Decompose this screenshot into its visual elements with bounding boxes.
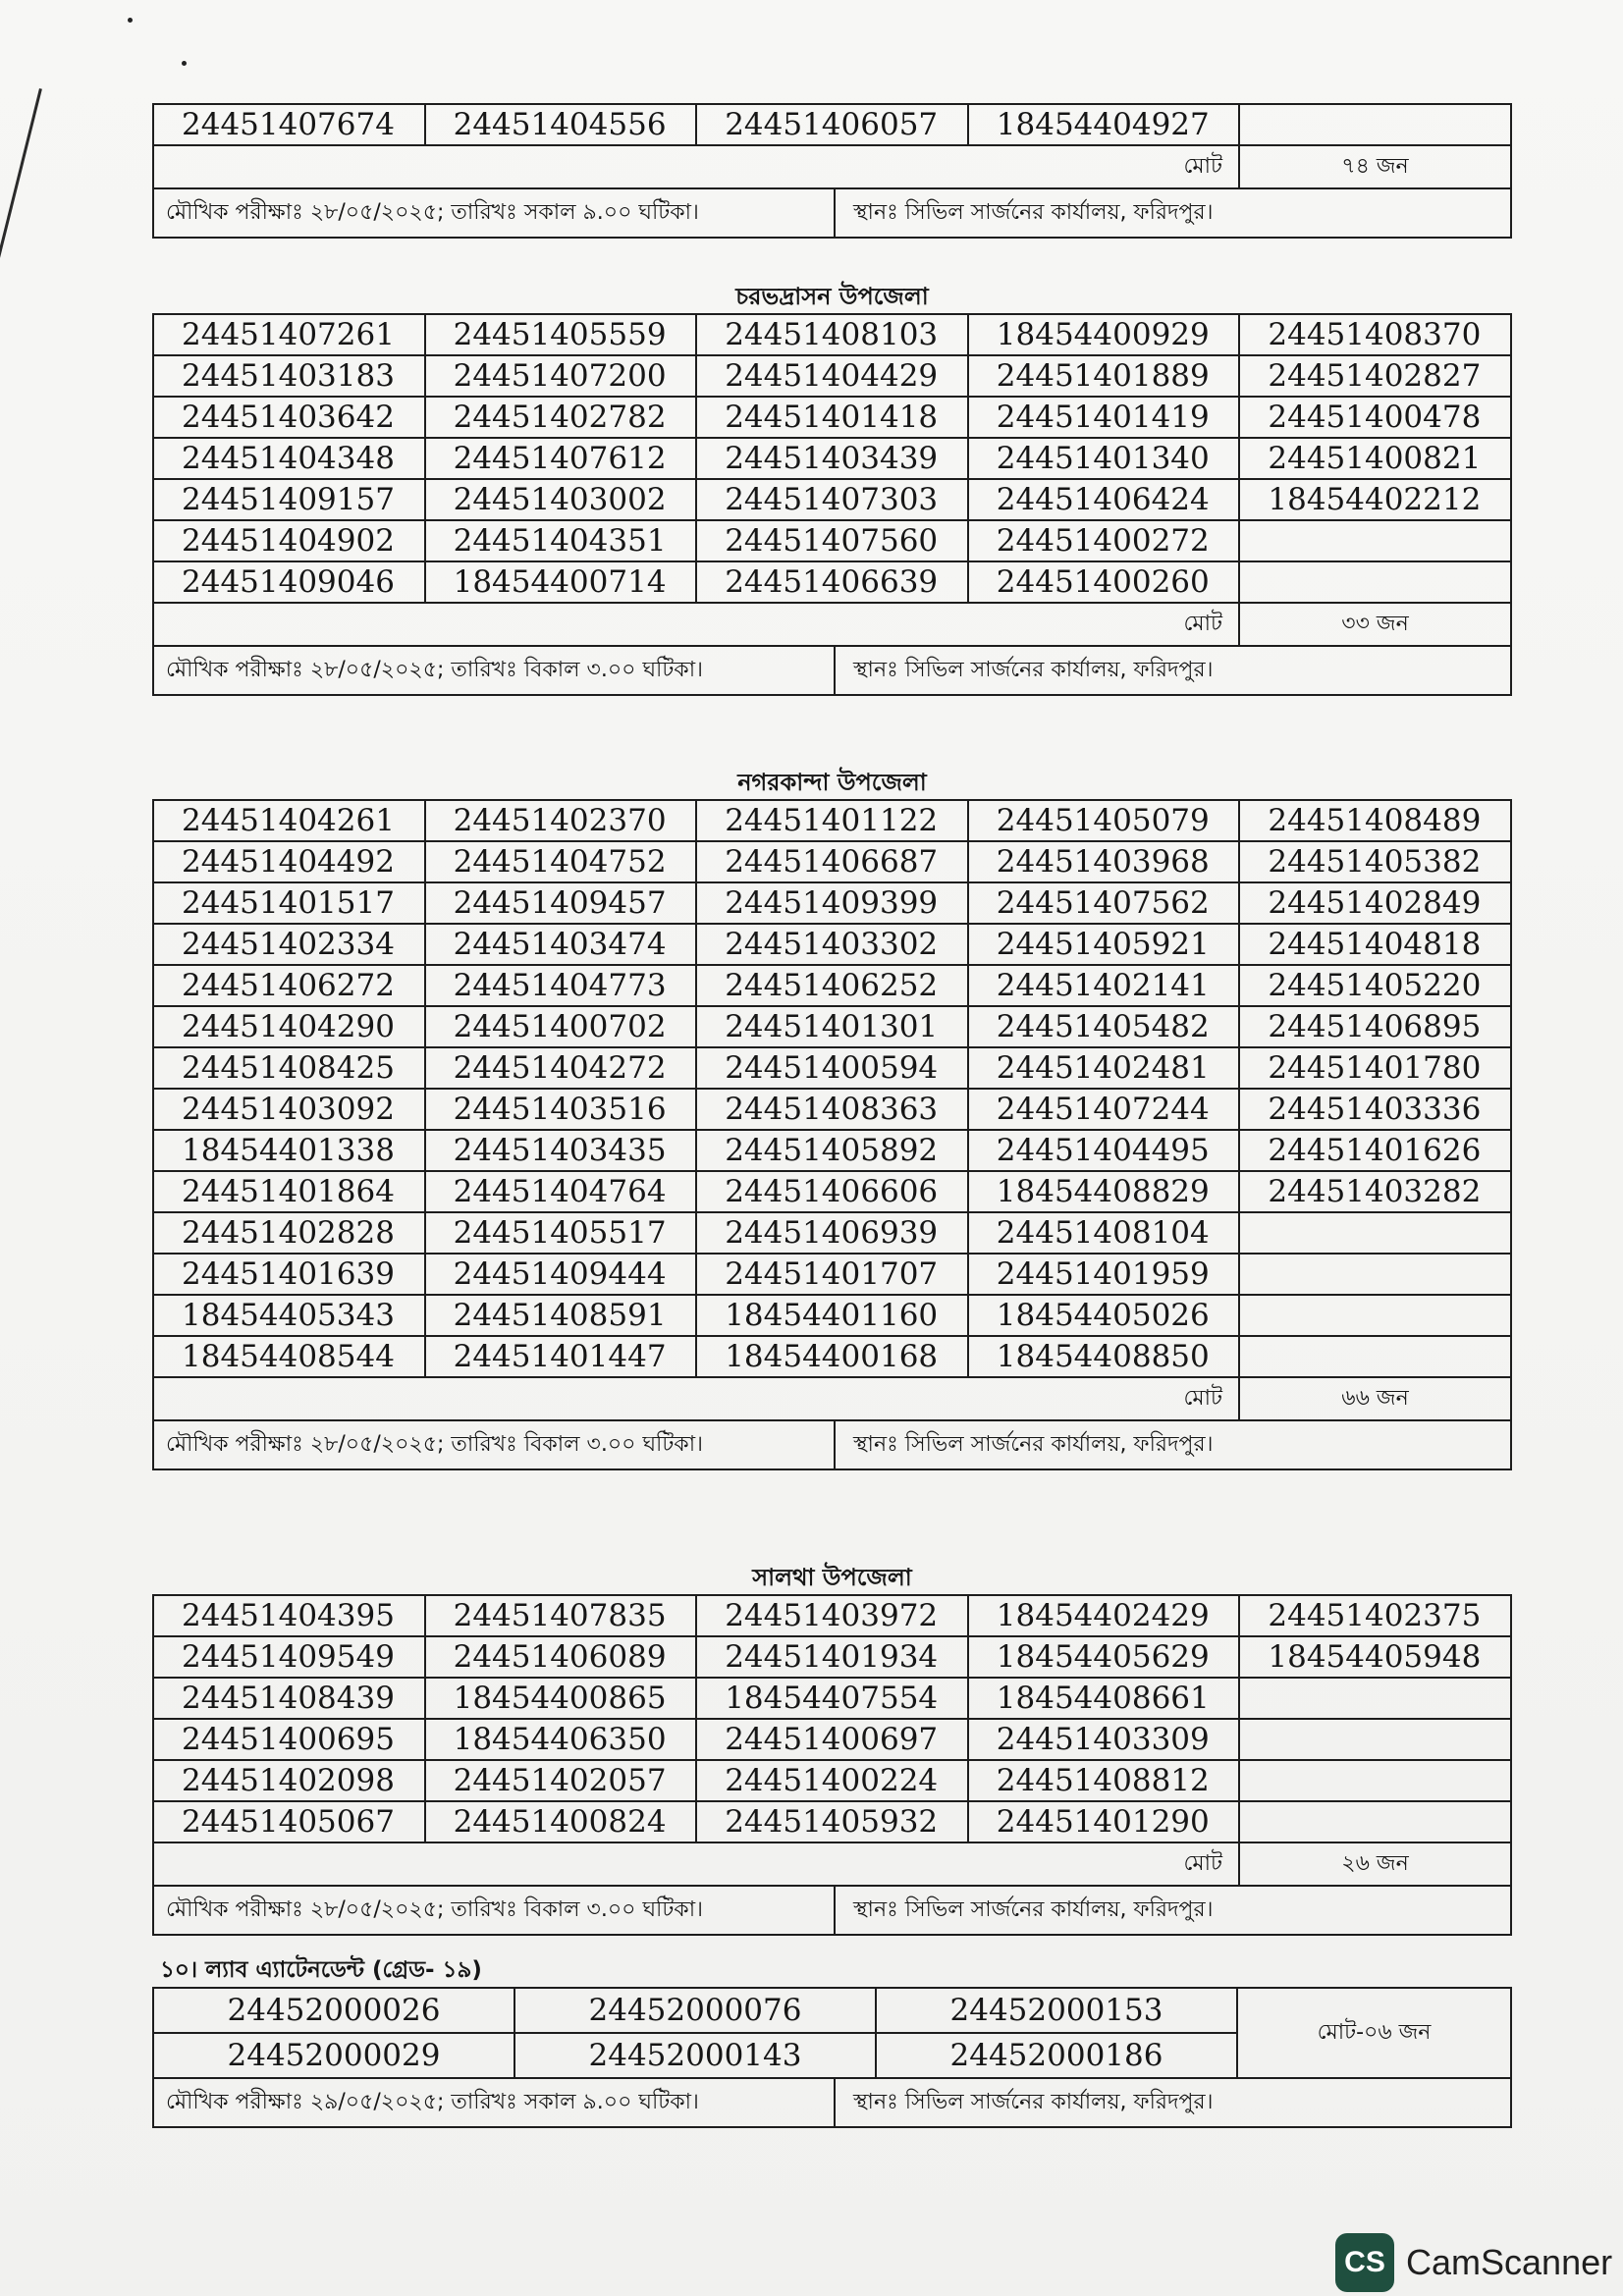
roll-cell: 24451401418 (696, 397, 968, 438)
roll-cell: 18454400929 (968, 314, 1240, 355)
table-row (153, 924, 1511, 965)
roll-cell: 24451404261 (153, 800, 425, 841)
roll-cell: 24451407303 (696, 479, 968, 520)
roll-cell: 18454405343 (153, 1295, 425, 1336)
table-row (153, 314, 1511, 355)
roll-cell: 24452000026 (153, 1988, 514, 2033)
section-heading: সালথা উপজেলা (752, 1564, 912, 1591)
roll-cell: 24451405932 (696, 1801, 968, 1842)
exam-date: মৌখিক পরীক্ষাঃ ২৮/০৫/২০২৫; তারিখঃ বিকাল ৩.০০ ঘটিকা। (154, 647, 836, 694)
table-row (153, 1801, 1511, 1842)
total-label: মোট (1183, 1386, 1222, 1411)
roll-cell: 24451400260 (968, 561, 1240, 603)
roll-cell: 24451405079 (968, 800, 1240, 841)
roll-cell: 24451408103 (696, 314, 968, 355)
section-heading: চরভদ্রাসন উপজেলা (735, 283, 929, 310)
roll-cell: 24451403183 (153, 355, 425, 397)
roll-cell: 18454401160 (696, 1295, 968, 1336)
roll-cell: 24451403642 (153, 397, 425, 438)
total-row (152, 604, 1512, 647)
roll-cell: 18454404927 (968, 104, 1240, 145)
exam-info-row (152, 189, 1512, 239)
roll-cell: 24451401517 (153, 882, 425, 924)
roll-cell: 24451404764 (425, 1171, 697, 1212)
roll-cell: 24451405517 (425, 1212, 697, 1254)
roll-cell (1239, 1719, 1511, 1760)
table-row (153, 1171, 1511, 1212)
roll-cell: 24452000153 (876, 1988, 1237, 2033)
exam-date: মৌখিক পরীক্ষাঃ ২৮/০৫/২০২৫; তারিখঃ সকাল ৯.০০ ঘটিকা। (154, 189, 836, 237)
roll-cell: 24451403002 (425, 479, 697, 520)
roll-cell: 24451401340 (968, 438, 1240, 479)
exam-venue: স্থানঃ সিভিল সার্জনের কার্যালয়, ফরিদপুর। (853, 1432, 1214, 1457)
total-value: ২৬ জন (1238, 1843, 1510, 1885)
roll-cell: 24451404752 (425, 841, 697, 882)
roll-cell: 24451400702 (425, 1006, 697, 1047)
roll-cell: 18454405629 (968, 1636, 1240, 1678)
exam-date: মৌখিক পরীক্ষাঃ ২৮/০৫/২০২৫; তারিখঃ বিকাল ৩.০০ ঘটিকা। (154, 1421, 836, 1468)
roll-cell: 24451402370 (425, 800, 697, 841)
exam-venue: স্থানঃ সিভিল সার্জনের কার্যালয়, ফরিদপুর। (853, 2090, 1214, 2114)
total-row (152, 146, 1512, 189)
roll-cell: 18454400168 (696, 1336, 968, 1377)
roll-cell: 24451401934 (696, 1636, 968, 1678)
roll-cell: 24451405382 (1239, 841, 1511, 882)
roll-cell: 24451406639 (696, 561, 968, 603)
roll-cell (1239, 104, 1511, 145)
roll-cell: 24451403972 (696, 1595, 968, 1636)
scan-speck (182, 61, 187, 66)
roll-cell: 24451407612 (425, 438, 697, 479)
roll-cell: 24451409046 (153, 561, 425, 603)
roll-cell: 24451408363 (696, 1089, 968, 1130)
roll-cell: 24451407562 (968, 882, 1240, 924)
total-value: ৩৩ জন (1238, 604, 1510, 645)
exam-date: মৌখিক পরীক্ষাঃ ২৯/০৫/২০২৫; তারিখঃ সকাল ৯.০০ ঘটিকা। (154, 2079, 836, 2126)
roll-cell: 24451404348 (153, 438, 425, 479)
roll-cell: 24451402782 (425, 397, 697, 438)
total-row (152, 1378, 1512, 1421)
roll-cell: 24451402141 (968, 965, 1240, 1006)
roll-cell: 24451402375 (1239, 1595, 1511, 1636)
roll-cell: 24451401889 (968, 355, 1240, 397)
roll-cell: 24451404818 (1239, 924, 1511, 965)
roll-cell: 24451402849 (1239, 882, 1511, 924)
exam-info-row (152, 1887, 1512, 1936)
roll-cell: 18454400865 (425, 1678, 697, 1719)
total-value: ৬৬ জন (1238, 1378, 1510, 1419)
roll-cell: 24451405220 (1239, 965, 1511, 1006)
roll-cell: 24451403435 (425, 1130, 697, 1171)
roll-cell: 24451403474 (425, 924, 697, 965)
roll-cell: 24451401301 (696, 1006, 968, 1047)
roll-cell: 24452000029 (153, 2033, 514, 2078)
roll-cell: 24451407244 (968, 1089, 1240, 1130)
roll-cell: 24451409549 (153, 1636, 425, 1678)
roll-cell: 18454408850 (968, 1336, 1240, 1377)
roll-cell: 24451409444 (425, 1254, 697, 1295)
camscanner-brand: CamScanner (1406, 2242, 1613, 2282)
roll-cell (1239, 1254, 1511, 1295)
roll-cell: 24451409457 (425, 882, 697, 924)
table-row (153, 841, 1511, 882)
roll-cell: 24451406895 (1239, 1006, 1511, 1047)
exam-date: মৌখিক পরীক্ষাঃ ২৮/০৫/২০২৫; তারিখঃ বিকাল ৩.০০ ঘটিকা। (154, 1887, 836, 1934)
roll-cell: 24452000186 (876, 2033, 1237, 2078)
roll-cell: 24451404395 (153, 1595, 425, 1636)
lab-roll-table (152, 1987, 1512, 2079)
roll-cell: 18454405026 (968, 1295, 1240, 1336)
table-row (153, 965, 1511, 1006)
table-row (153, 800, 1511, 841)
roll-cell: 18454408829 (968, 1171, 1240, 1212)
table-row (153, 1988, 1511, 2033)
scan-edge-line (0, 88, 42, 289)
roll-cell: 24451408425 (153, 1047, 425, 1089)
charbhadrasan-section (152, 280, 1512, 696)
roll-cell: 24451400695 (153, 1719, 425, 1760)
section-heading: নগরকান্দা উপজেলা (737, 769, 927, 796)
roll-cell (1239, 1801, 1511, 1842)
roll-cell: 24451403092 (153, 1089, 425, 1130)
table-row (153, 882, 1511, 924)
roll-cell (1239, 1760, 1511, 1801)
roll-cell: 24451408812 (968, 1760, 1240, 1801)
roll-cell: 24451400697 (696, 1719, 968, 1760)
exam-venue: স্থানঃ সিভিল সার্জনের কার্যালয়, ফরিদপুর। (853, 658, 1214, 682)
table-row (153, 104, 1511, 145)
roll-cell: 24451401864 (153, 1171, 425, 1212)
roll-cell: 24451403302 (696, 924, 968, 965)
table-row (153, 1760, 1511, 1801)
roll-cell: 24451407560 (696, 520, 968, 561)
roll-table (152, 1594, 1512, 1843)
roll-cell: 24451401959 (968, 1254, 1240, 1295)
roll-cell: 24451400821 (1239, 438, 1511, 479)
roll-cell: 24451400824 (425, 1801, 697, 1842)
total-row (152, 1843, 1512, 1887)
roll-cell: 24451402828 (153, 1212, 425, 1254)
table-row (153, 397, 1511, 438)
roll-cell: 24451404492 (153, 841, 425, 882)
roll-cell: 24451406057 (696, 104, 968, 145)
roll-cell: 24451402334 (153, 924, 425, 965)
roll-cell: 24451401419 (968, 397, 1240, 438)
roll-cell: 24451406424 (968, 479, 1240, 520)
table-row (153, 1719, 1511, 1760)
top-section (152, 103, 1512, 239)
roll-cell: 24451404351 (425, 520, 697, 561)
roll-cell: 24451401639 (153, 1254, 425, 1295)
roll-cell: 24451404429 (696, 355, 968, 397)
roll-cell (1239, 1212, 1511, 1254)
table-row (153, 1254, 1511, 1295)
roll-cell: 24451407200 (425, 355, 697, 397)
roll-cell (1239, 561, 1511, 603)
roll-cell: 18454408544 (153, 1336, 425, 1377)
roll-cell: 24451402057 (425, 1760, 697, 1801)
table-row (153, 561, 1511, 603)
roll-cell: 24451406252 (696, 965, 968, 1006)
roll-cell: 24451401122 (696, 800, 968, 841)
roll-cell: 18454402212 (1239, 479, 1511, 520)
roll-cell: 24451400478 (1239, 397, 1511, 438)
roll-cell: 24451402481 (968, 1047, 1240, 1089)
roll-cell: 24451407835 (425, 1595, 697, 1636)
roll-cell: 24451406272 (153, 965, 425, 1006)
table-row (153, 355, 1511, 397)
roll-cell: 24452000076 (514, 1988, 876, 2033)
lab-attendant-section (152, 1953, 1512, 2128)
roll-cell: 24451400224 (696, 1760, 968, 1801)
roll-cell: 24451402098 (153, 1760, 425, 1801)
roll-cell: 24451403282 (1239, 1171, 1511, 1212)
section-title: ১০। ল্যাব এ্যাটেনডেন্ট (গ্রেড- ১৯) (160, 1957, 482, 1983)
roll-cell: 24451401780 (1239, 1047, 1511, 1089)
roll-cell (1239, 1678, 1511, 1719)
table-row (153, 1212, 1511, 1254)
camscanner-watermark (1335, 2233, 1612, 2292)
saltha-section (152, 1561, 1512, 1936)
total-label: মোট (1183, 1851, 1222, 1876)
roll-cell: 24451406939 (696, 1212, 968, 1254)
table-row (153, 1130, 1511, 1171)
roll-cell: 24451408370 (1239, 314, 1511, 355)
table-row (153, 1678, 1511, 1719)
roll-cell: 24451408439 (153, 1678, 425, 1719)
roll-cell: 24451408489 (1239, 800, 1511, 841)
roll-cell: 18454400714 (425, 561, 697, 603)
total-label: মোট (1183, 154, 1222, 179)
table-row (153, 1295, 1511, 1336)
nagarkanda-section (152, 766, 1512, 1470)
roll-cell: 24451401290 (968, 1801, 1240, 1842)
table-row (153, 479, 1511, 520)
roll-cell: 24451405559 (425, 314, 697, 355)
roll-cell: 24451403336 (1239, 1089, 1511, 1130)
roll-cell: 24451405482 (968, 1006, 1240, 1047)
roll-cell: 24451404556 (425, 104, 697, 145)
exam-venue: স্থানঃ সিভিল সার্জনের কার্যালয়, ফরিদপুর। (853, 200, 1214, 225)
roll-table (152, 799, 1512, 1378)
lab-total: মোট-০৬ জন (1237, 1988, 1511, 2078)
roll-cell: 24451405892 (696, 1130, 968, 1171)
roll-cell: 18454407554 (696, 1678, 968, 1719)
roll-cell: 24451407261 (153, 314, 425, 355)
roll-cell: 24451408104 (968, 1212, 1240, 1254)
roll-cell: 24451404495 (968, 1130, 1240, 1171)
roll-cell: 24451404290 (153, 1006, 425, 1047)
roll-cell: 24451409399 (696, 882, 968, 924)
roll-cell: 24451406606 (696, 1171, 968, 1212)
exam-venue: স্থানঃ সিভিল সার্জনের কার্যালয়, ফরিদপুর। (853, 1897, 1214, 1922)
roll-cell: 18454402429 (968, 1595, 1240, 1636)
roll-cell: 18454401338 (153, 1130, 425, 1171)
roll-cell: 24451406089 (425, 1636, 697, 1678)
total-value: ৭৪ জন (1238, 146, 1510, 187)
roll-table (152, 313, 1512, 604)
roll-cell: 24451402827 (1239, 355, 1511, 397)
roll-cell: 24451403516 (425, 1089, 697, 1130)
roll-cell: 24451404773 (425, 965, 697, 1006)
roll-cell: 24451409157 (153, 479, 425, 520)
roll-cell (1239, 1336, 1511, 1377)
roll-cell (1239, 520, 1511, 561)
exam-info-row (152, 647, 1512, 696)
roll-cell (1239, 1295, 1511, 1336)
table-row (153, 1006, 1511, 1047)
roll-cell: 24451405921 (968, 924, 1240, 965)
roll-cell: 24452000143 (514, 2033, 876, 2078)
roll-cell: 24451408591 (425, 1295, 697, 1336)
table-row (153, 1089, 1511, 1130)
scan-speck (128, 18, 133, 23)
camscanner-logo-icon: CS (1335, 2233, 1394, 2292)
roll-cell: 18454408661 (968, 1678, 1240, 1719)
roll-cell: 24451403439 (696, 438, 968, 479)
table-row (153, 520, 1511, 561)
roll-cell: 24451401707 (696, 1254, 968, 1295)
roll-cell: 24451403968 (968, 841, 1240, 882)
roll-cell: 18454405948 (1239, 1636, 1511, 1678)
roll-cell: 24451401626 (1239, 1130, 1511, 1171)
roll-cell: 24451404902 (153, 520, 425, 561)
roll-cell: 24451407674 (153, 104, 425, 145)
table-row (153, 1336, 1511, 1377)
roll-cell: 24451400272 (968, 520, 1240, 561)
roll-cell: 24451406687 (696, 841, 968, 882)
roll-cell: 24451401447 (425, 1336, 697, 1377)
exam-info-row (152, 1421, 1512, 1470)
roll-cell: 24451404272 (425, 1047, 697, 1089)
roll-cell: 24451405067 (153, 1801, 425, 1842)
roll-table (152, 103, 1512, 146)
table-row (153, 438, 1511, 479)
roll-cell: 24451400594 (696, 1047, 968, 1089)
table-row (153, 1047, 1511, 1089)
total-label: মোট (1183, 612, 1222, 636)
exam-info-row (152, 2079, 1512, 2128)
roll-cell: 24451403309 (968, 1719, 1240, 1760)
table-row (153, 1595, 1511, 1636)
table-row (153, 1636, 1511, 1678)
roll-cell: 18454406350 (425, 1719, 697, 1760)
